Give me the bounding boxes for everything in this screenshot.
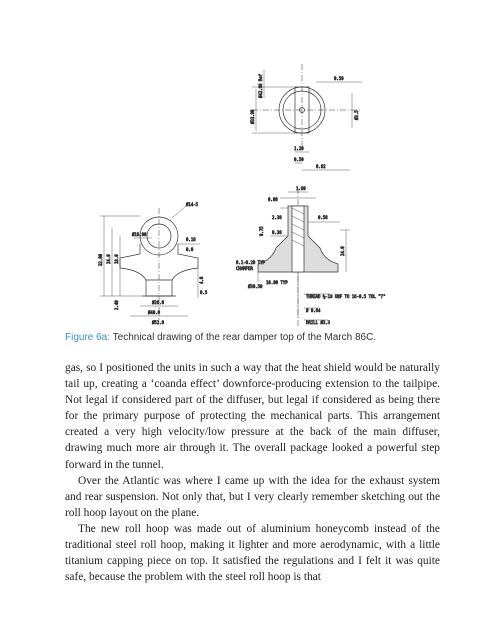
top-view — [250, 64, 362, 170]
figure-label: Figure 6a: — [65, 332, 111, 343]
dim-front-base1: 4.0 — [199, 276, 204, 284]
technical-drawing — [40, 58, 460, 328]
dim-sect-note1: 0.1-0.20 TYP — [236, 260, 265, 265]
dim-front-r1: 0.16 — [186, 237, 196, 242]
dim-front-base3: Ø40.0 — [148, 310, 161, 315]
dim-front-bore: Ø19.90 — [132, 232, 147, 237]
dim-sect-top2: 0.80 — [268, 197, 278, 202]
dim-top-width-3: 0.92 — [316, 164, 326, 169]
section-view — [236, 186, 385, 328]
dim-front-h2: 24.0 — [106, 254, 111, 264]
dim-top-right-side: Ø3.5 — [354, 110, 359, 120]
dim-sect-side-right: 24.0 — [340, 246, 345, 256]
dim-sect-bottom-note: DRILL Ø3.3 — [306, 320, 331, 325]
dim-sect-note2: CHAMFER — [236, 266, 253, 271]
dim-sect-side-left: 0.75 — [259, 226, 264, 236]
paragraph: Over the Atlantic was where I came up with the idea for the exhaust system and rear suspension. Not only that, but I very clearly remember sketching out the roll hoop layout on the plane. — [65, 474, 440, 519]
dim-front-base4: 0.5 — [200, 290, 208, 295]
dim-front-thread: Ø14-5 — [186, 202, 199, 207]
dim-top-left-b: Ø33.90 — [250, 109, 255, 124]
paragraph: The new roll hoop was made out of aluminium honeycomb instead of the traditional steel roll hoop, making it lighter and more aerodynamic, with a little titanium capping piece on top. It satisfied the regulations and I felt it was quite safe, because the problem with the steel roll hoop is that — [65, 522, 440, 584]
dim-front-h1: 32.80 — [98, 253, 103, 266]
body-text — [65, 360, 440, 585]
dim-top-width-1: 1.20 — [294, 146, 304, 151]
dim-sect-top3: 0.58 — [318, 215, 328, 220]
dim-sect-top4: 2.38 — [272, 215, 282, 220]
dim-sect-top1: 1.60 — [296, 186, 306, 191]
dim-front-h3: 18.0 — [114, 254, 119, 264]
front-view — [98, 202, 208, 325]
figure-caption-text: Technical drawing of the rear damper top of the March 86C. — [110, 332, 377, 343]
dim-top-left-a: Ø42.80 Ref — [258, 73, 263, 98]
paragraph: gas, so I positioned the units in such a way that the heat shield would be naturally tail up, creating a ‘coanda effect’ downforce-producing extension to the tailpipe. Not legal if considered part of the diffuser, but legal if considered as being there for the primary purpose of protecting the mechanical parts. This arrangement created a very high velocity/low pressure at the back of the main diffuser, drawing much more air through it. The overall package looked a powerful step forward in the tunnel. — [65, 362, 440, 471]
dim-sect-top5: 0.38 — [272, 230, 282, 235]
dim-sect-thread-note: 10.80 TYP — [266, 280, 288, 285]
dim-top-right-top: 0.59 — [334, 76, 344, 81]
dim-top-width-2: 0.50 — [294, 157, 304, 162]
dim-sect-angle: Ø 0.64 — [306, 308, 321, 313]
dim-sect-thread-spec: THREAD ⅝-18 UNF TO 16-0.5 TOL "7" — [306, 294, 386, 299]
figure-caption — [65, 332, 445, 343]
dim-sect-thread-dia: Ø30.50 — [248, 284, 263, 289]
dim-front-base5: Ø52.0 — [152, 320, 165, 325]
dim-front-h4: 2.40 — [114, 300, 119, 310]
dim-front-r2: 0.0 — [186, 247, 194, 252]
dim-front-base2: Ø26.0 — [152, 300, 165, 305]
